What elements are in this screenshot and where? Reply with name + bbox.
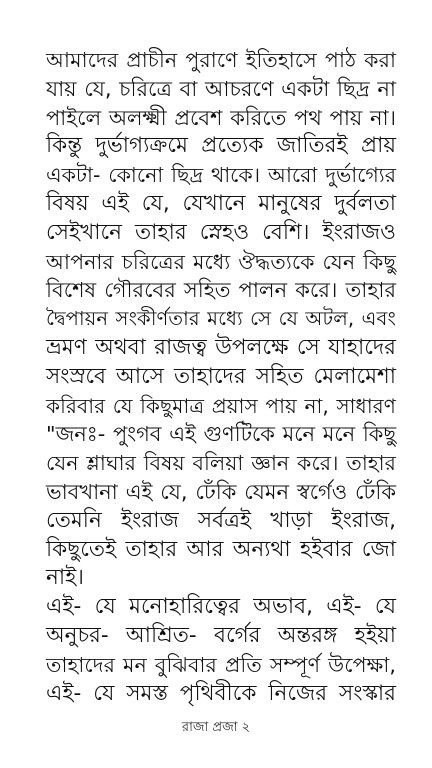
text-line: আপনার চরিত্রের মধ্যে ঔদ্ধত্যকে যেন কিছু xyxy=(46,249,396,274)
text-line: এই- যে সমস্ত পৃথিবীকে নিজের সংস্কার xyxy=(46,680,396,706)
text-line: যেন শ্লাঘার বিষয় বলিয়া জ্ঞান করে। তাহার xyxy=(46,451,396,476)
text-line: কিছুতেই তাহার আর অন্যথা হইবার জো xyxy=(46,536,396,562)
text-line: দ্বৈপায়ন সংকীর্ণতার মধ্যে সে যে অটল, এবং xyxy=(46,307,396,331)
body-text xyxy=(46,46,396,708)
text-line: নাই। xyxy=(46,565,84,591)
text-line: একটা- কোনো ছিদ্র থাকে। আরো দুর্ভাগ্যের xyxy=(46,163,396,188)
text-line: তেমনি ইংরাজ সর্বত্রই খাড়া ইংরাজ, xyxy=(46,507,396,533)
text-line: "জনঃ- পুংগব এই গুণটিকে মনে মনে কিছু xyxy=(46,422,396,447)
text-line: তাহাদের মন বুঝিবার প্রতি সম্পূর্ণ উপেক্ষা, xyxy=(46,652,396,677)
text-line: ভাবখানা এই যে, ঢেঁকি যেমন স্বর্গেও ঢেঁকি xyxy=(46,479,396,504)
text-line: সংস্রবে আসে তাহাদের সহিত মেলামেশা xyxy=(46,363,396,389)
text-line: যায় যে, চরিত্রে বা আচরণে একটা ছিদ্র না xyxy=(46,76,396,101)
text-line: কিন্তু দুর্ভাগ্যক্রমে প্রত্যেক জাতিরই প্রায় xyxy=(46,133,396,159)
text-line: পাইলে অলক্ষ্মী প্রবেশ করিতে পথ পায় না। xyxy=(46,105,396,130)
text-line: এই- যে মনোহারিত্বের অভাব, এই- যে xyxy=(46,594,396,620)
text-line: আমাদের প্রাচীন পুরাণে ইতিহাসে পাঠ করা xyxy=(46,48,396,72)
text-line: অনুচর- আশ্রিত- বর্গের অন্তরঙ্গ হইয়া xyxy=(46,622,396,648)
text-line: বিশেষ গৌরবের সহিত পালন করে। তাহার xyxy=(46,278,396,303)
text-line: সেইখানে তাহার স্নেহও বেশি। ইংরাজও xyxy=(46,219,396,245)
page-footer: রাজা প্রজা ২ xyxy=(181,720,251,735)
text-line: ভ্রমণ অথবা রাজত্ব উপলক্ষে সে যাহাদের xyxy=(46,334,396,360)
text-line: বিষয় এই যে, যেখানে মানুষের দুর্বলতা xyxy=(46,190,396,216)
text-line: করিবার যে কিছুমাত্র প্রয়াস পায় না, সাধারণ xyxy=(46,393,396,418)
